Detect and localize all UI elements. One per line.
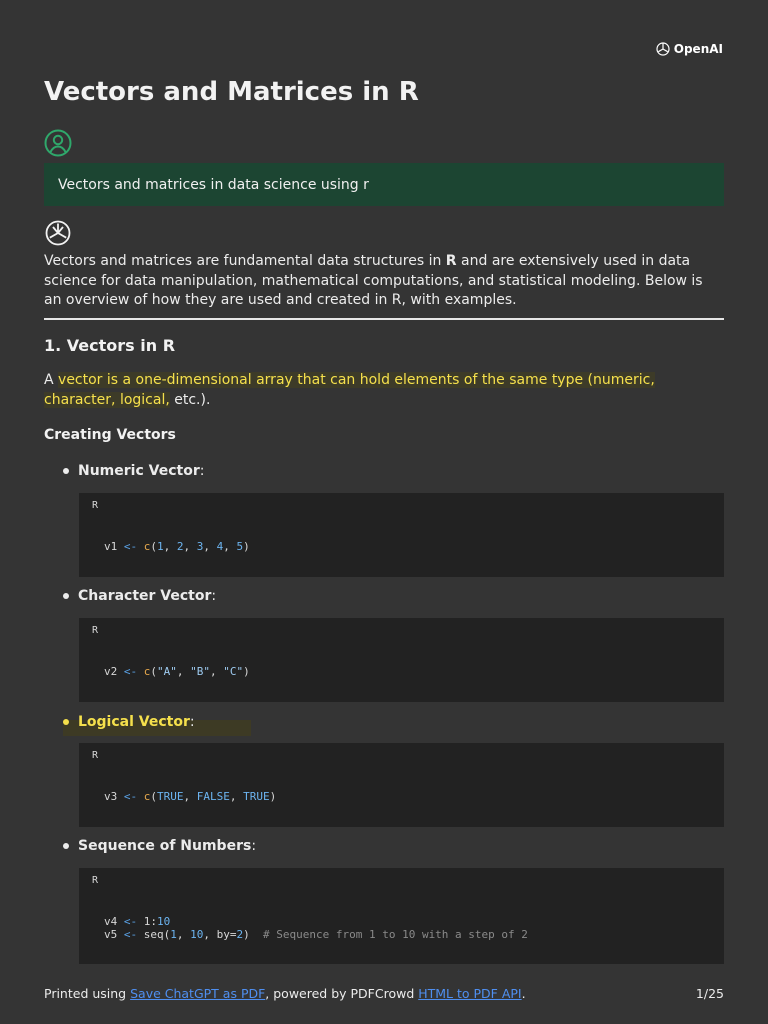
code-language: R	[92, 875, 99, 886]
user-message-text: Vectors and matrices in data science using r	[58, 176, 369, 193]
html-to-pdf-link[interactable]: HTML to PDF API	[418, 986, 522, 1001]
assistant-intro: Vectors and matrices are fundamental data structures in R and are extensively used in data science for data manipulation, mathematical computations, and statistical modeling. Below is an overview of how they are used and created in R, with examples.	[44, 253, 703, 308]
code-language: R	[92, 500, 99, 511]
brand-name: OpenAI	[673, 42, 723, 56]
code-language: R	[92, 750, 99, 761]
code-line: v1 <- c(1, 2, 3, 4, 5)	[104, 540, 250, 553]
code-block[interactable]	[79, 743, 724, 827]
bullet-icon	[63, 719, 69, 725]
code-language: R	[92, 625, 99, 636]
code-line: v3 <- c(TRUE, FALSE, TRUE)	[104, 790, 277, 803]
bullet-icon	[63, 468, 69, 474]
page-footer	[44, 986, 724, 1001]
subheading: Creating Vectors	[44, 427, 176, 443]
chatgpt-logo-icon	[44, 219, 72, 247]
page-title: Vectors and Matrices in R	[44, 77, 419, 107]
list-item: Sequence of Numbers:	[63, 838, 256, 854]
bullet-icon	[63, 843, 69, 849]
section-divider	[44, 318, 724, 320]
code-block[interactable]	[79, 868, 724, 964]
code-line: v4 <- 1:10	[104, 915, 171, 928]
user-message	[44, 163, 724, 206]
bullet-icon	[63, 593, 69, 599]
save-chatgpt-link[interactable]: Save ChatGPT as PDF	[130, 986, 266, 1001]
user-avatar-icon	[44, 129, 72, 157]
section-heading: 1. Vectors in R	[44, 336, 176, 355]
code-line: v5 <- seq(1, 10, by=2) # Sequence from 1 to 10 with a step of 2	[104, 928, 528, 941]
openai-brand	[655, 41, 723, 57]
list-item: Character Vector:	[63, 588, 216, 604]
list-item: Logical Vector:	[63, 714, 195, 730]
code-block[interactable]	[79, 493, 724, 577]
page-number: 1/25	[695, 986, 724, 1001]
vector-definition: A vector is a one-dimensional array that can hold elements of the same type (numeric, character, logical, etc.).	[44, 372, 655, 408]
openai-logo-icon	[655, 41, 671, 57]
code-line: v2 <- c("A", "B", "C")	[104, 665, 250, 678]
highlighted-text: vector is a one-dimensional array that can hold elements of the same type (numeric, character, logical,	[44, 372, 655, 408]
footer-credit: Printed using Save ChatGPT as PDF, powered by PDFCrowd HTML to PDF API.	[44, 986, 526, 1001]
code-block[interactable]	[79, 618, 724, 702]
list-item: Numeric Vector:	[63, 463, 204, 479]
